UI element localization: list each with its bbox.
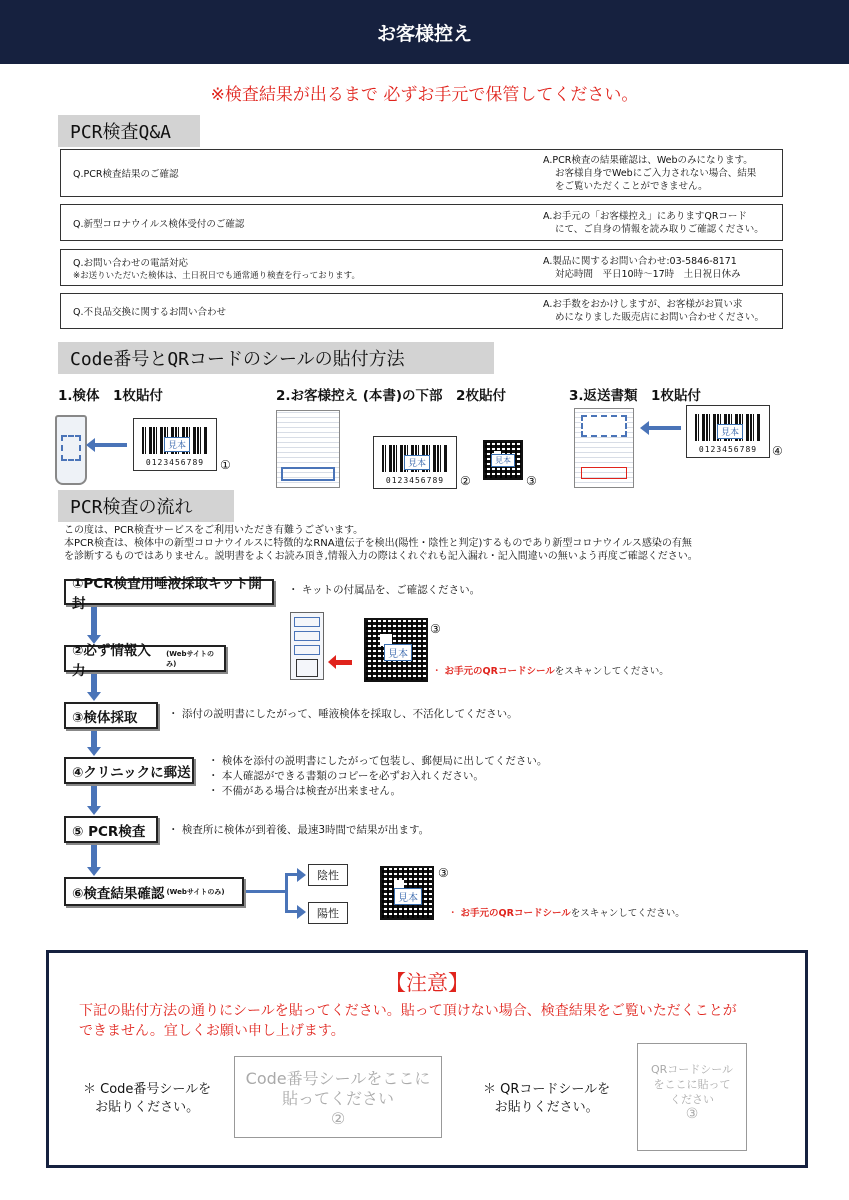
sample-stamp: 見本	[384, 644, 412, 661]
step-note: ・ キットの付属品を、ご確認ください。	[288, 584, 481, 596]
placeholder-line: Code番号シールをここに	[245, 1069, 431, 1088]
code-seal-label	[83, 1081, 211, 1117]
specimen-tube-image	[55, 415, 87, 485]
qa-section-title: PCR検査Q&A	[58, 115, 200, 147]
arrow-left-icon	[646, 426, 681, 430]
step-sub: (Webサイトのみ)	[166, 649, 215, 668]
qa-question: Q.新型コロナウイルス検体受付のご確認	[73, 218, 245, 230]
step-label: ①PCR検査用唾液採取キット開封	[72, 576, 262, 612]
page-title: お客様控え	[376, 22, 472, 45]
mark-4: ④	[772, 444, 783, 458]
flow-step-4	[64, 757, 194, 784]
step-notes	[208, 754, 547, 799]
down-arrow-icon	[87, 845, 101, 876]
down-arrow-icon	[87, 786, 101, 815]
qr-code-sample	[380, 866, 434, 920]
qa-question: Q.PCR検査結果のご確認	[73, 169, 179, 180]
arrow-left-icon	[92, 443, 127, 447]
notice-panel	[46, 950, 808, 1168]
thumbnail-red-box	[581, 467, 627, 479]
mark-2: ②	[460, 474, 471, 488]
qa-answer-line: A.お手数をおかけしますが、お客様がお買い求	[543, 299, 743, 310]
step-label: ③検体採取	[72, 709, 138, 726]
sample-stamp: 見本	[404, 455, 430, 470]
flow-step-5	[64, 816, 158, 843]
thumbnail-seal-area	[581, 415, 627, 437]
qa-answer-line: お客様自身でWebにご入力されない場合、結果	[555, 167, 757, 179]
notice-title: 【注意】	[385, 971, 469, 995]
flow-step-3	[64, 702, 158, 729]
red-arrow-head-icon	[328, 655, 336, 669]
qa-row	[60, 249, 783, 286]
step-note: ・ 検体を添付の説明書にしたがって包装し、郵便局に出してください。	[208, 755, 548, 767]
barcode-number: 0123456789	[385, 476, 445, 485]
arrow-head-icon	[86, 438, 95, 452]
label-line: お貼りください。	[95, 1100, 200, 1115]
branch-line	[285, 873, 288, 913]
mark-3: ③	[430, 622, 441, 636]
tube-label-area	[61, 435, 81, 461]
kit-card-thumbnail	[290, 612, 324, 680]
step-label: ⑤ PCR検査	[72, 823, 146, 840]
qa-answer-line: をご覧いただくことができません。	[555, 180, 708, 192]
flow-step-2	[64, 642, 226, 679]
qa-answer-line: A.お手元の「お客様控え」にありますQRコード	[543, 210, 747, 222]
arrow-right-icon	[297, 868, 306, 882]
qr-seal-label	[483, 1081, 610, 1117]
qa-row	[60, 293, 783, 329]
qr-code-sample	[483, 440, 523, 480]
scan-highlight: お手元のQRコードシール	[444, 666, 555, 677]
label-line: お貼りください。	[494, 1100, 599, 1115]
qa-answer-line: A.PCR検査の結果確認は、Webのみになります。	[543, 154, 753, 166]
intro-line: この度は、PCR検査サービスをご利用いただき有難うございます。	[64, 525, 364, 536]
mark-3: ③	[526, 474, 537, 488]
sample-stamp: 見本	[717, 424, 743, 439]
seal-step-label: 1.検体 1枚貼付	[58, 388, 163, 404]
arrow-right-icon	[297, 905, 306, 919]
step-note: ・ 検査所に検体が到着後、最速3時間で結果が出ます。	[168, 824, 430, 836]
flow-section-title: PCR検査の流れ	[58, 490, 234, 522]
barcode-sample	[686, 405, 770, 458]
bullet: ・	[448, 908, 458, 919]
mark-1: ①	[220, 458, 231, 472]
scan-rest: をスキャンしてください。	[570, 908, 685, 919]
qa-answer-line: にて、ご自身の情報を読み取りご確認ください。	[555, 223, 764, 235]
qa-row	[60, 204, 783, 241]
step-note: ・ 本人確認ができる書類のコピーを必ずお入れください。	[208, 770, 484, 782]
qa-question-note: ※お送りいただいた検体は、土日祝日でも通常通り検査を行っております。	[73, 270, 360, 281]
qa-question: Q.不良品交換に関するお問い合わせ	[73, 307, 226, 318]
down-arrow-icon	[87, 607, 101, 644]
step-note: ・ 添付の説明書にしたがって、唾液検体を採取し、不活化してください。	[168, 708, 518, 720]
return-document-thumbnail	[574, 408, 634, 488]
qr-code-sample	[364, 618, 428, 682]
scan-highlight: お手元のQRコードシール	[460, 908, 571, 919]
barcode-sample	[133, 418, 217, 471]
step-label: ④クリニックに郵送	[72, 764, 191, 781]
customer-copy-thumbnail	[276, 410, 340, 488]
scan-instruction	[448, 906, 685, 921]
intro-line: を診断するものではありません。説明書をよくお読み頂き,情報入力の際はくれぐれも記入漏れ・記入間違いの無いよう再度ご確認ください。	[64, 551, 698, 562]
notice-line: できません。宜しくお願い申し上げます。	[79, 1023, 345, 1039]
placeholder-line: ください	[670, 1093, 714, 1106]
flow-step-1	[64, 576, 274, 612]
notice-line: 下記の貼付方法の通りにシールを貼ってください。貼って頂けない場合、検査結果をご覧いただくことが	[79, 1003, 737, 1019]
seal-step-label: 2.お客様控え (本書)の下部 2枚貼付	[276, 388, 506, 404]
sample-stamp: 見本	[491, 454, 515, 467]
storage-warning: ※検査結果が出るまで 必ずお手元で保管してください。	[210, 85, 639, 105]
bullet: ・	[432, 666, 442, 677]
barcode-number: 0123456789	[698, 445, 758, 454]
thumbnail-seal-area	[281, 467, 335, 481]
placeholder-line: をここに貼って	[653, 1078, 731, 1091]
label-line: ＊ Code番号シールを	[83, 1082, 212, 1097]
qa-answer-line: 対応時間 平日10時～17時 土日祝日休み	[555, 268, 741, 280]
qr-seal-area	[637, 1043, 747, 1151]
notice-body	[79, 1001, 799, 1041]
qa-answer-line: A.製品に関するお問い合わせ:03-5846-8171	[543, 255, 737, 267]
qa-question: Q.お問い合わせの電話対応	[73, 257, 188, 269]
step-note: ・ 不備がある場合は検査が出来ません。	[208, 785, 401, 797]
arrow-head-icon	[640, 421, 649, 435]
flow-step-6	[64, 877, 244, 906]
step-label: ②必ず情報入力	[72, 642, 151, 679]
step-label: ⑥検査結果確認	[72, 885, 165, 902]
code-seal-area	[234, 1056, 442, 1138]
barcode-sample	[373, 436, 457, 489]
qa-answer-line: めになりました販売店にお問い合わせください。	[555, 312, 765, 323]
page-header	[0, 0, 849, 64]
result-negative: 陰性	[308, 864, 348, 886]
flow-intro	[64, 524, 698, 563]
down-arrow-icon	[87, 731, 101, 756]
step-sub: (Webサイトのみ)	[166, 887, 225, 896]
sample-stamp: 見本	[394, 888, 422, 905]
placeholder-line: 貼ってください	[281, 1089, 394, 1108]
placeholder-number: ②	[330, 1109, 346, 1128]
result-positive: 陽性	[308, 902, 348, 924]
seal-step-label: 3.返送書類 1枚貼付	[569, 388, 701, 404]
mark-3: ③	[438, 866, 449, 880]
label-line: ＊ QRコードシールを	[483, 1082, 611, 1097]
scan-instruction	[432, 664, 669, 679]
placeholder-line: QRコードシール	[650, 1063, 734, 1076]
down-arrow-icon	[87, 674, 101, 701]
barcode-number: 0123456789	[145, 458, 205, 467]
red-arrow-icon	[334, 660, 352, 665]
seal-section-title: Code番号とQRコードのシールの貼付方法	[58, 342, 494, 374]
scan-rest: をスキャンしてください。	[554, 666, 669, 677]
sample-stamp: 見本	[164, 437, 190, 452]
placeholder-number: ③	[685, 1106, 699, 1122]
branch-line	[246, 890, 286, 893]
qa-row	[60, 149, 783, 197]
intro-line: 本PCR検査は、検体中の新型コロナウイルスに特徴的なRNA遺伝子を検出(陽性・陰性と判定)するものであり新型コロナウイルス感染の有無	[64, 538, 692, 549]
